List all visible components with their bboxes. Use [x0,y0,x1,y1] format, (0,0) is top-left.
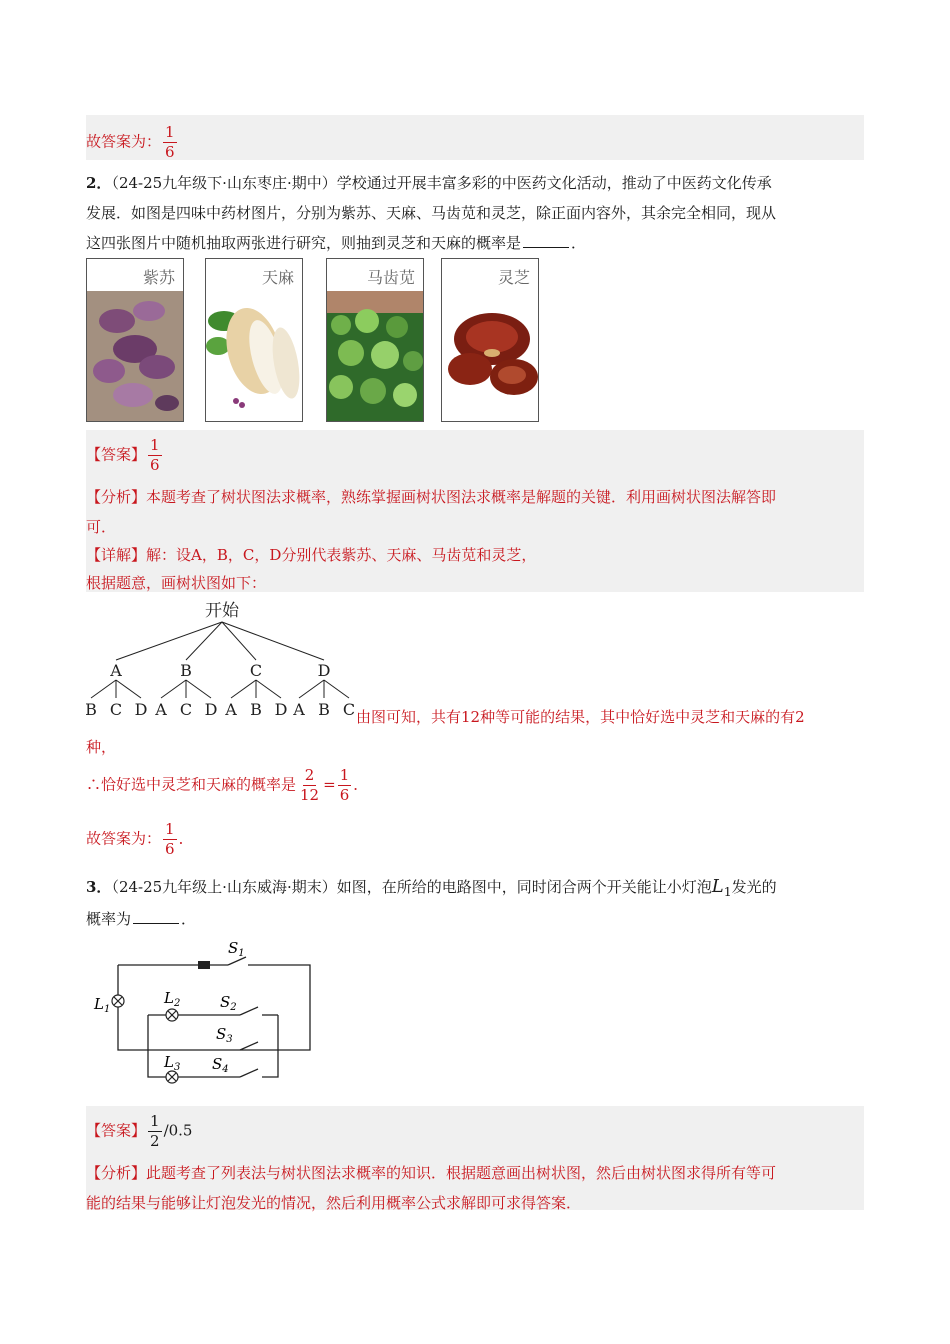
herb-card-zisu [86,258,184,422]
herb-card-caption: 天麻 [261,268,294,287]
tree-leaf: C [342,700,356,719]
tree-edge [256,680,281,698]
tree-leaf: D [204,700,218,719]
question-2 [86,170,864,255]
prob-equals: = [323,775,336,794]
q2-conclusion-2: 种， [86,738,117,756]
tree-leaf: C [109,700,123,719]
herb-card-caption: 马齿苋 [366,268,415,287]
frac-num: 1 [150,436,160,454]
q2-analysis-label: 【分析】 [86,488,147,506]
frac-num: 2 [304,766,315,784]
frac-den: 6 [150,456,160,474]
tree-edge [231,680,256,698]
purslane-image [327,291,423,421]
tree-leaf: D [134,700,148,719]
bulb-l2-icon [166,1009,178,1021]
frac-den: 6 [165,840,175,858]
frac-num: 1 [165,820,175,838]
tree-edge [186,622,222,660]
q2-analysis-1: 本题考查了树状图法求概率，熟练掌握画树状图法求概率是解题的关键．利用画树状图法解答即 [146,488,777,506]
tree-leaf: C [179,700,193,719]
tree-node: A [110,661,122,680]
tree-edge [299,680,324,698]
tree-edge [116,680,141,698]
perilla-image [87,291,183,421]
q2-prob-text: ∴恰好选中灵芝和天麻的概率是 [86,775,297,794]
herb-card-tianma [205,258,303,422]
tree-leaf: B [250,700,262,719]
prob-end: ． [353,775,369,794]
battery-icon [198,961,210,969]
q2-final-prefix: 故答案为： [86,829,162,848]
q3-answer-label: 【答案】 [86,1121,147,1140]
bulb-l1-icon [112,995,124,1007]
q2-source: （24-25九年级下·山东枣庄·期中） [111,174,337,192]
final-fraction [163,822,177,857]
tree-leaf: A [225,700,237,719]
prev-answer-prefix: 故答案为： [86,132,162,151]
tree-leaf: A [293,700,305,719]
tree-leaf: B [318,700,330,719]
prev-answer-fraction [163,125,177,160]
tree-leaf: D [274,700,288,719]
q2-line2: 发展．如图是四味中药材图片，分别为紫苏、天麻、马齿苋和灵芝，除正面内容外，其余完全相同，现从 [86,204,777,222]
tree-edge [324,680,349,698]
q2-answer-blank [523,246,569,248]
herb-card-lingzhi [441,258,539,422]
q3-analysis-label: 【分析】 [86,1164,147,1182]
q2-line3-end: ． [571,234,587,252]
q2-detail-label: 【详解】 [86,546,147,564]
q3-line1-end: 发光的 [731,878,777,896]
label-l3: $L_3$ [164,1053,181,1073]
prob-fraction-2 [338,768,352,803]
tree-leaf: A [155,700,167,719]
tree-edge [186,680,211,698]
tree-node: D [317,661,331,680]
frac-num: 1 [165,123,175,141]
tree-node: C [249,661,263,680]
circuit-diagram [90,935,330,1095]
q3-solution-block [86,1106,864,1210]
frac-den: 6 [165,143,175,161]
herb-card-caption: 灵芝 [497,268,530,287]
q3-analysis-1: 此题考查了列表法与树状图法求概率的知识．根据题意画出树状图，然后由树状图求得所有等可 [146,1164,777,1182]
q2-final-answer [86,822,194,857]
q2-number: 2． [86,174,112,192]
q3-analysis-2: 能的结果与能够让灯泡发光的情况，然后利用概率公式求解即可求得答案． [86,1194,582,1212]
frac-den: 6 [339,786,350,804]
tree-node: B [180,661,192,680]
question-3 [86,876,864,936]
q2-detail-1: 解：设A，B，C，D分别代表紫苏、天麻、马齿苋和灵芝， [146,546,537,564]
q2-line1: 学校通过开展丰富多彩的中医药文化活动，推动了中医药文化传承 [336,174,772,192]
tree-edge [222,622,256,660]
frac-den: 2 [150,1132,160,1150]
final-end: ． [178,829,194,848]
frac-den: 12 [300,786,320,804]
q2-analysis-2: 可． [86,518,117,536]
q2-line3: 这四张图片中随机抽取两张进行研究，则抽到灵芝和天麻的概率是 [86,234,522,252]
label-s2: $S_2$ [220,993,237,1013]
q3-number: 3． [86,878,112,896]
label-s3: $S_3$ [216,1025,233,1045]
label-s4: $S_4$ [212,1055,229,1075]
q3-bulb: L [711,876,724,897]
q2-answer-label: 【答案】 [86,445,147,464]
q2-solution-block [86,430,864,592]
tree-edge [91,680,116,698]
q3-source: （24-25九年级上·山东威海·期末） [111,878,337,896]
tree-leaf: B [85,700,97,719]
label-s1: $S_1$ [228,939,245,959]
tree-edge [116,622,222,660]
herb-card-machixian [326,258,424,422]
reishi-image [442,291,538,421]
q2-conclusion-1: 由图可知，共有12种等可能的结果，其中恰好选中灵芝和天麻的有2 [356,708,805,726]
q3-line2-end: ． [181,910,197,928]
q3-answer-fraction [148,1114,162,1149]
tree-edge [161,680,186,698]
gastrodia-image [206,291,302,421]
frac-num: 1 [150,1112,160,1130]
tree-root: 开始 [205,601,239,621]
label-l2: $L_2$ [164,989,181,1009]
q2-probability [86,768,368,803]
frac-num: 1 [339,766,350,784]
q3-line1: 如图，在所给的电路图中，同时闭合两个开关能让小灯泡 [336,878,712,896]
q2-answer-fraction [148,438,162,473]
q2-detail-2: 根据题意，画树状图如下： [86,574,267,592]
q3-line2: 概率为 [86,910,132,928]
label-l1: $L_1$ [94,995,111,1015]
tree-diagram [80,598,360,728]
prob-fraction-1 [298,768,321,803]
q3-answer-alt: /0.5 [163,1121,193,1140]
q3-answer-blank [133,922,179,924]
tree-edge [222,622,324,660]
prev-answer-block [86,115,864,160]
herb-card-caption: 紫苏 [142,268,175,287]
q3-bulb-sub: 1 [723,884,732,899]
